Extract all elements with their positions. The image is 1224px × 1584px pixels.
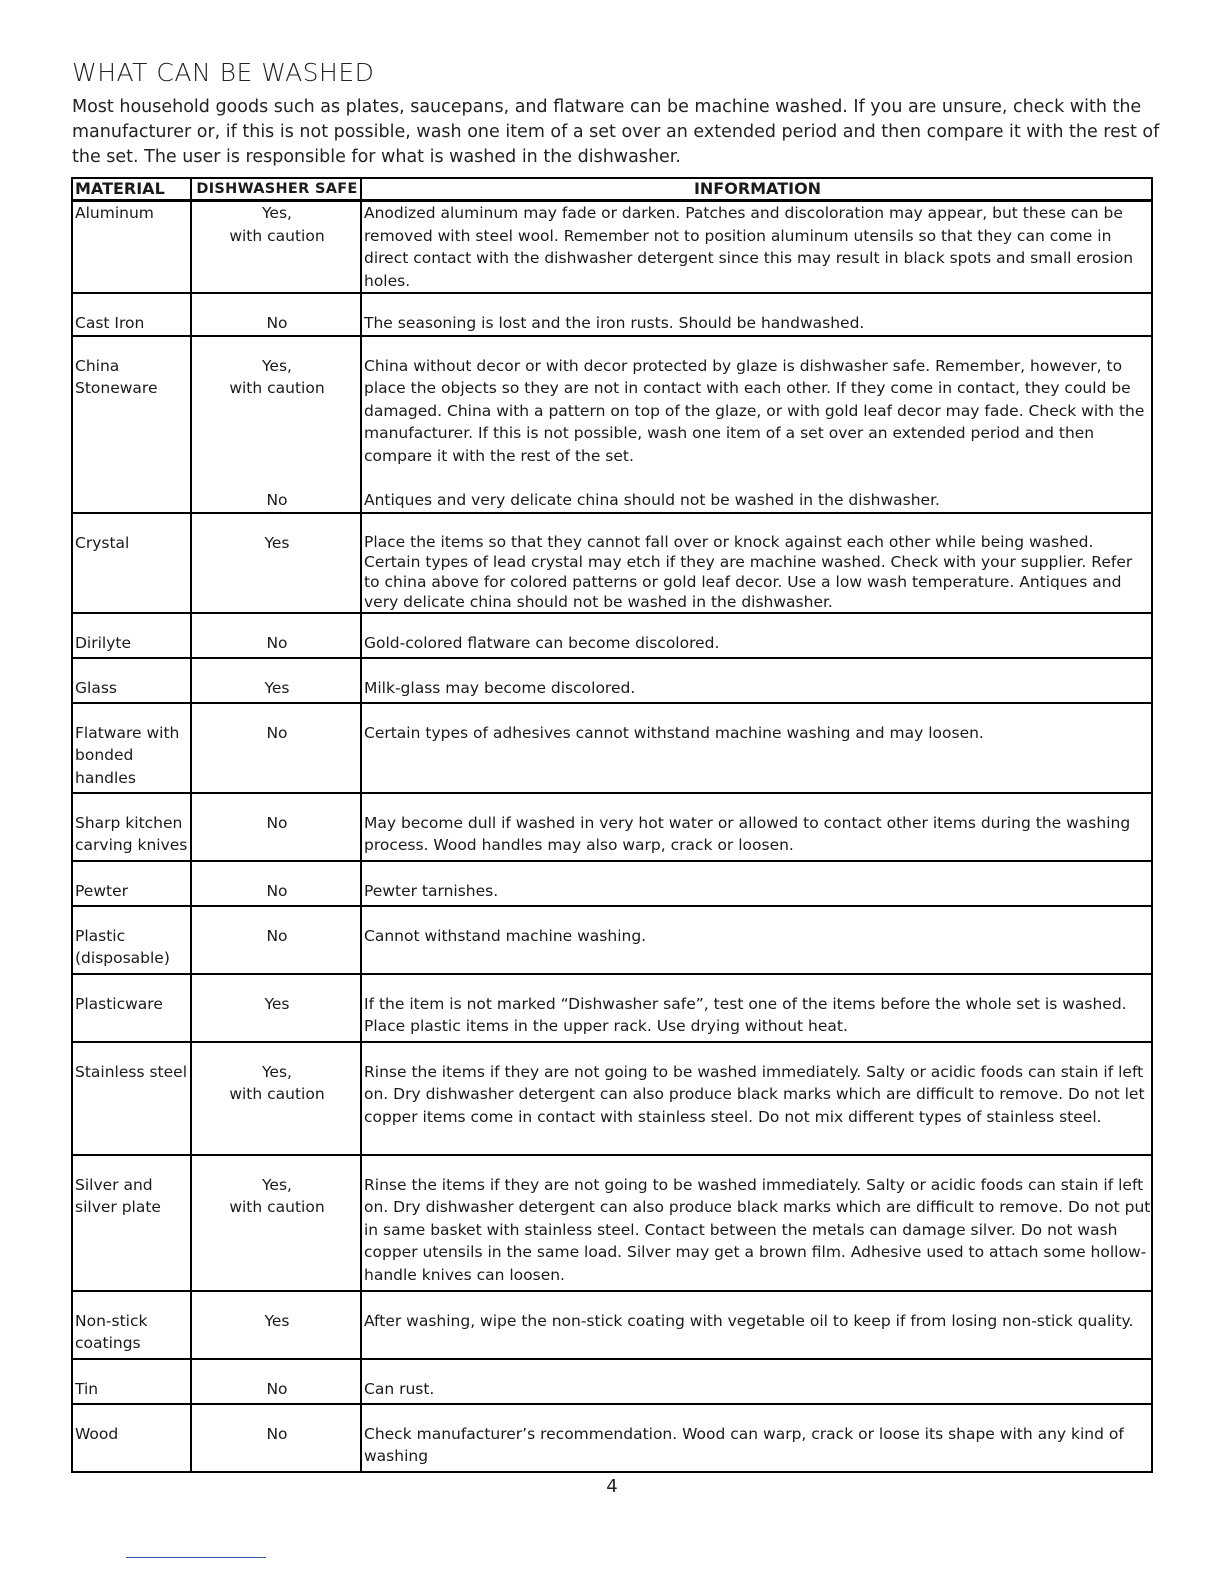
- info-cell: Anodized aluminum may fade or darken. Patches and discoloration may appear, but these can be removed with steel wool. Remember not to position aluminum utensils so that they can come in direct contact with the dishwasher detergent since this may result in black spots and small erosion holes.: [361, 201, 1152, 294]
- info-cell: Gold-colored flatware can become discolored.: [361, 613, 1152, 658]
- safe-cell: [191, 336, 361, 513]
- safe-value: No: [266, 633, 288, 652]
- info-cell: Pewter tarnishes.: [361, 861, 1152, 906]
- wash-table: [71, 177, 1153, 1473]
- material-cell: Pewter: [72, 861, 191, 906]
- intro-paragraph: Most household goods such as plates, saucepans, and flatware can be machine washed. If you are unsure, check with the manufacturer or, if this is not possible, wash one item of a set over an extended period and then compare it with the rest of the set. The user is responsible for what is washed in the dishwasher.: [72, 97, 1160, 167]
- safe-value-secondary: No: [266, 490, 288, 509]
- info-cell: After washing, wipe the non-stick coating with vegetable oil to keep if from losing non-stick quality.: [361, 1291, 1152, 1359]
- safe-cell: [191, 974, 361, 1042]
- safe-caution: with caution: [229, 1198, 325, 1216]
- material-cell: China Stoneware: [72, 336, 191, 513]
- info-cell: Check manufacturer’s recommendation. Wood can warp, crack or loose its shape with any kind of washing: [361, 1404, 1152, 1472]
- safe-value: Yes: [264, 994, 290, 1013]
- table-row: [72, 1042, 1152, 1155]
- table-row: [72, 793, 1152, 861]
- table-row: [72, 1155, 1152, 1291]
- safe-value: Yes,: [262, 356, 292, 375]
- material-cell: Plasticware: [72, 974, 191, 1042]
- material-cell: Flatware with bonded handles: [72, 703, 191, 793]
- safe-cell: [191, 613, 361, 658]
- safe-value: Yes,: [262, 204, 292, 222]
- safe-value: No: [266, 926, 288, 945]
- table-row: [72, 703, 1152, 793]
- info-text-secondary: Antiques and very delicate china should not be washed in the dishwasher.: [364, 491, 940, 509]
- header-material: MATERIAL: [72, 178, 191, 201]
- page-number: 4: [606, 1476, 618, 1497]
- material-cell: Stainless steel: [72, 1042, 191, 1155]
- header-information: INFORMATION: [361, 178, 1152, 201]
- info-cell: Milk-glass may become discolored.: [361, 658, 1152, 703]
- safe-cell: [191, 793, 361, 861]
- table-row: [72, 613, 1152, 658]
- table-row: [72, 336, 1152, 513]
- safe-value: No: [266, 314, 288, 332]
- safe-value: No: [266, 1424, 288, 1443]
- table-row: [72, 201, 1152, 294]
- material-cell: Aluminum: [72, 201, 191, 294]
- page-title: WHAT CAN BE WASHED: [72, 58, 375, 87]
- material-cell: Plastic (disposable): [72, 906, 191, 974]
- info-cell: May become dull if washed in very hot water or allowed to contact other items during the washing process. Wood handles may also warp, crack or loosen.: [361, 793, 1152, 861]
- info-cell: The seasoning is lost and the iron rusts. Should be handwashed.: [361, 293, 1152, 336]
- safe-caution: with caution: [229, 226, 325, 245]
- table-row: [72, 658, 1152, 703]
- safe-cell: [191, 1359, 361, 1404]
- safe-value: Yes,: [262, 1175, 292, 1194]
- safe-cell: [191, 201, 361, 294]
- safe-cell: [191, 658, 361, 703]
- header-dishwasher-safe: DISHWASHER SAFE: [191, 178, 361, 201]
- material-cell: Silver and silver plate: [72, 1155, 191, 1291]
- table-row: [72, 906, 1152, 974]
- material-cell: Sharp kitchen carving knives: [72, 793, 191, 861]
- info-cell: If the item is not marked “Dishwasher safe”, test one of the items before the whole set is washed. Place plastic items in the upper rack. Use drying without heat.: [361, 974, 1152, 1042]
- safe-value: No: [266, 881, 288, 900]
- table-row: [72, 1359, 1152, 1404]
- safe-value: Yes: [264, 533, 290, 552]
- safe-cell: [191, 293, 361, 336]
- material-cell: Crystal: [72, 513, 191, 613]
- material-cell: Wood: [72, 1404, 191, 1472]
- info-cell: Rinse the items if they are not going to be washed immediately. Salty or acidic foods can stain if left on. Dry dishwasher detergent can also produce black marks which are difficult to remove. Do not let copper items come in contact with stainless steel. Do not mix different types of stainless steel.: [361, 1042, 1152, 1155]
- material-cell: Cast Iron: [72, 293, 191, 336]
- info-cell: Can rust.: [361, 1359, 1152, 1404]
- safe-cell: [191, 861, 361, 906]
- safe-cell: [191, 1155, 361, 1291]
- safe-value: No: [266, 1379, 288, 1398]
- safe-cell: [191, 1291, 361, 1359]
- safe-cell: [191, 906, 361, 974]
- material-cell: Glass: [72, 658, 191, 703]
- material-cell: Non-stick coatings: [72, 1291, 191, 1359]
- table-row: [72, 861, 1152, 906]
- material-cell: Dirilyte: [72, 613, 191, 658]
- safe-cell: [191, 513, 361, 613]
- safe-cell: [191, 1042, 361, 1155]
- safe-cell: [191, 1404, 361, 1472]
- safe-value: Yes,: [262, 1062, 292, 1081]
- info-cell: Cannot withstand machine washing.: [361, 906, 1152, 974]
- table-row: [72, 513, 1152, 613]
- footer-rule: [126, 1557, 266, 1558]
- safe-caution: with caution: [229, 1085, 325, 1103]
- safe-cell: [191, 703, 361, 793]
- info-cell: [361, 336, 1152, 513]
- info-cell: Place the items so that they cannot fall over or knock against each other while being washed. Certain types of lead crystal may etch if they are machine washed. Check with your supplier. Refer to china above for colored patterns or gold leaf decor. Use a low wash temperature. Antiques and very delicate china should not be washed in the dishwasher.: [361, 513, 1152, 613]
- table-header-row: [72, 178, 1152, 201]
- table-row: [72, 974, 1152, 1042]
- info-cell: Certain types of adhesives cannot withstand machine washing and may loosen.: [361, 703, 1152, 793]
- material-cell: Tin: [72, 1359, 191, 1404]
- safe-value: Yes: [264, 1311, 290, 1330]
- table-row: [72, 1404, 1152, 1472]
- info-cell: Rinse the items if they are not going to be washed immediately. Salty or acidic foods can stain if left on. Dry dishwasher detergent can also produce black marks which are difficult to remove. Do not put in same basket with stainless steel. Contact between the metals can damage silver. Do not wash copper utensils in the same load. Silver may get a brown film. Adhesive used to attach some hollow-handle knives can loosen.: [361, 1155, 1152, 1291]
- safe-caution: with caution: [229, 379, 325, 397]
- safe-value: No: [266, 723, 288, 742]
- safe-value: No: [266, 813, 288, 832]
- table-row: [72, 293, 1152, 336]
- info-text: China without decor or with decor protected by glaze is dishwasher safe. Remember, however, to place the objects so they are not in contact with each other. If they come in contact, they could be damaged. China with a pattern on top of the glaze, or with gold leaf decor may fade. Check with the manufacturer. If this is not possible, wash one item of a set over an extended period and then compare it with the rest of the set.: [364, 356, 1145, 465]
- table-row: [72, 1291, 1152, 1359]
- safe-value: Yes: [264, 678, 290, 697]
